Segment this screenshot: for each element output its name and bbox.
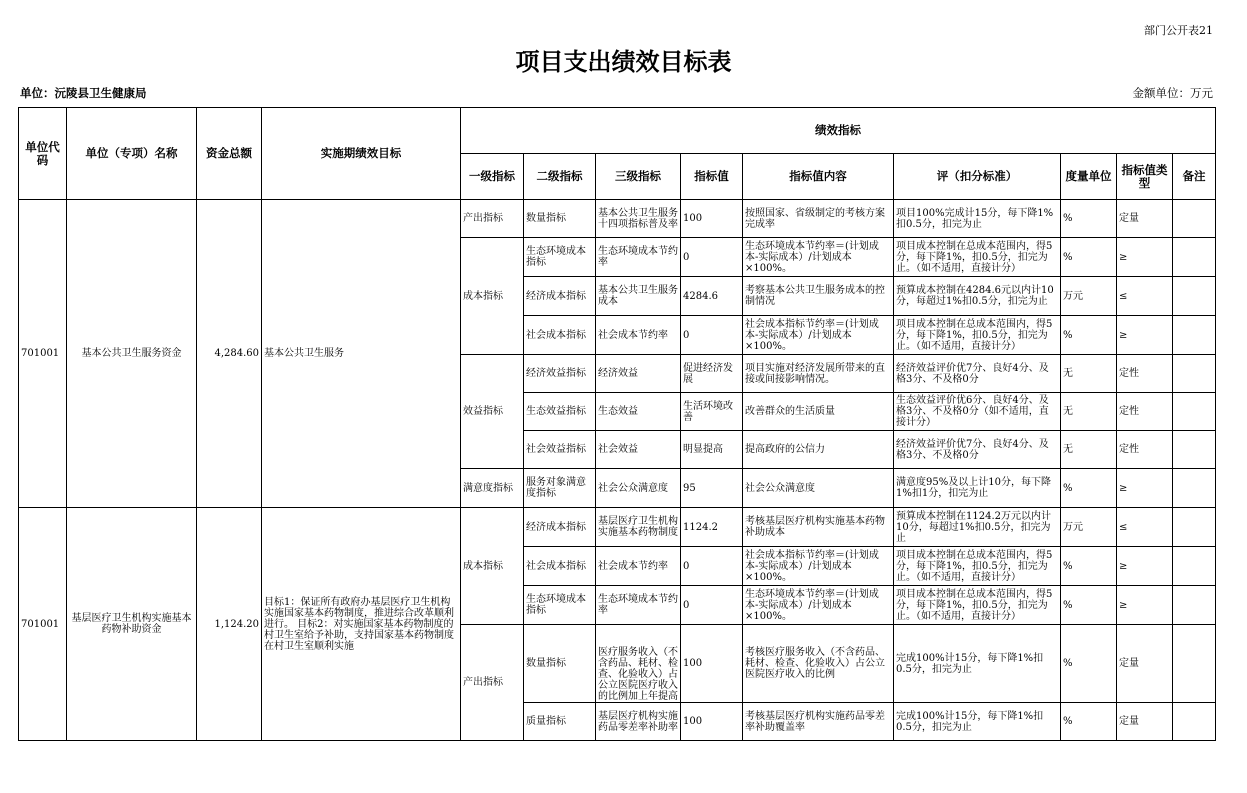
scoring-cell-text: 经济效益评价优7分、良好4分、及格3分、不及格0分	[896, 438, 1049, 461]
value-cell-text: 0	[683, 599, 690, 611]
unit-label: 单位：沅陵县卫生健康局	[20, 86, 147, 100]
scoring-cell-text: 预算成本控制在4284.6元以内计10分，每超过1%扣0.5分，扣完为止	[896, 285, 1054, 307]
measure-unit-cell	[1061, 355, 1117, 393]
content-cell-text: 提高政府的公信力	[745, 444, 825, 455]
value-type-cell	[1117, 316, 1173, 355]
level3-cell	[596, 625, 681, 703]
value-cell	[681, 200, 743, 238]
goal-cell-text: 目标1：保证所有政府办基层医疗卫生机构实施国家基本药物制度，推进综合改革顺利进行。 目标2：对实施国家基本药物制度的村卫生室给予补助，支持国家基本药物制度在村卫生室顺利实施	[264, 596, 454, 652]
value-cell	[681, 277, 743, 316]
value-type-cell	[1117, 508, 1173, 547]
level2-cell-text: 经济效益指标	[526, 368, 586, 379]
value-cell-text: 0	[683, 251, 690, 263]
value-type-cell-text: ≥	[1119, 251, 1128, 263]
level2-cell-text: 数量指标	[526, 213, 566, 224]
level3-cell-text: 生态效益	[598, 406, 638, 417]
value-type-cell	[1117, 393, 1173, 431]
level2-cell-text: 数量指标	[526, 658, 566, 669]
scoring-cell-text: 完成100%计15分，每下降1%扣0.5分，扣完为止	[896, 652, 1044, 675]
value-cell-text: 明显提高	[683, 444, 723, 455]
value-cell	[681, 625, 743, 703]
remark-cell	[1173, 393, 1216, 431]
measure-unit-cell	[1061, 393, 1117, 431]
measure-unit-cell	[1061, 238, 1117, 277]
total-funds-cell-text: 1,124.20	[214, 618, 259, 630]
measure-unit-cell-text: %	[1063, 329, 1073, 341]
remark-cell	[1173, 277, 1216, 316]
content-cell-text: 项目实施对经济发展所带来的直接或间接影响情况。	[745, 362, 885, 385]
level2-cell-text: 社会成本指标	[526, 329, 586, 341]
scoring-cell-text: 生态效益评价优6分、良好4分、及格3分、不及格0分（如不适用，直接计分）	[896, 395, 1049, 428]
measure-unit-cell	[1061, 469, 1117, 508]
content-cell	[743, 547, 894, 586]
value-type-cell-text: ≤	[1119, 290, 1128, 302]
level1-cell-text: 产出指标	[463, 677, 503, 688]
scoring-cell	[894, 277, 1061, 316]
level3-cell	[596, 547, 681, 586]
measure-unit-cell	[1061, 277, 1117, 316]
remark-cell	[1173, 586, 1216, 625]
table-row	[19, 200, 1216, 238]
level3-cell-text: 社会效益	[598, 444, 638, 455]
content-cell	[743, 393, 894, 431]
level2-cell-text: 经济成本指标	[526, 290, 586, 302]
value-type-cell-text: ≥	[1119, 482, 1128, 494]
value-cell-text: 促进经济发展	[683, 362, 733, 385]
value-cell	[681, 586, 743, 625]
scoring-cell	[894, 703, 1061, 741]
unit-name-cell-text: 基本公共卫生服务资金	[81, 348, 182, 359]
table-row	[19, 508, 1216, 547]
scoring-cell	[894, 355, 1061, 393]
level2-cell	[524, 703, 596, 741]
content-cell	[743, 277, 894, 316]
measure-unit-cell-text: 无	[1063, 406, 1073, 417]
level2-cell	[524, 625, 596, 703]
content-cell	[743, 316, 894, 355]
value-type-cell	[1117, 586, 1173, 625]
header-indicators: 绩效指标	[461, 108, 1216, 154]
value-cell-text: 100	[683, 658, 703, 669]
header-measure-unit: 度量单位	[1061, 154, 1117, 200]
level1-cell-text: 满意度指标	[463, 482, 513, 494]
level2-cell	[524, 508, 596, 547]
remark-cell	[1173, 469, 1216, 508]
value-cell-text: 0	[683, 560, 690, 572]
header-level2: 二级指标	[524, 154, 596, 200]
content-cell	[743, 469, 894, 508]
content-cell-text: 社会成本指标节约率＝(计划成本-实际成本）/计划成本×100%。	[745, 318, 879, 352]
level1-cell	[461, 200, 524, 238]
level1-cell-text: 效益指标	[463, 406, 503, 417]
value-type-cell	[1117, 277, 1173, 316]
scoring-cell	[894, 200, 1061, 238]
header-level3: 三级指标	[596, 154, 681, 200]
value-cell	[681, 393, 743, 431]
level2-cell	[524, 355, 596, 393]
value-cell	[681, 431, 743, 469]
value-type-cell-text: 定性	[1119, 406, 1139, 417]
level2-cell-text: 生态环境成本指标	[526, 594, 586, 616]
measure-unit-cell-text: 万元	[1063, 290, 1083, 302]
value-type-cell-text: ≥	[1119, 599, 1128, 611]
total-funds-cell	[197, 508, 262, 741]
measure-unit-cell-text: %	[1063, 560, 1073, 572]
measure-unit-cell	[1061, 508, 1117, 547]
remark-cell	[1173, 431, 1216, 469]
scoring-cell-text: 项目成本控制在总成本范围内，得5分，每下降1%，扣0.5分，扣完为止。（如不适用，直接计分）	[896, 588, 1053, 622]
content-cell-text: 考察基本公共卫生服务成本的控制情况	[745, 285, 885, 307]
value-cell	[681, 547, 743, 586]
scoring-cell-text: 项目成本控制在总成本范围内，得5分，每下降1%，扣0.5分，扣完为止。（如不适用，直接计分）	[896, 240, 1053, 274]
level1-cell-text: 成本指标	[463, 290, 503, 302]
level2-cell-text: 生态环境成本指标	[526, 246, 586, 268]
scoring-cell-text: 项目成本控制在总成本范围内，得5分，每下降1%，扣0.5分，扣完为止。（如不适用，直接计分）	[896, 318, 1053, 352]
value-type-cell	[1117, 431, 1173, 469]
level2-cell	[524, 316, 596, 355]
value-cell	[681, 355, 743, 393]
measure-unit-cell-text: %	[1063, 213, 1073, 224]
scoring-cell	[894, 625, 1061, 703]
content-cell-text: 考核基层医疗机构实施基本药物补助成本	[745, 516, 885, 538]
level2-cell	[524, 547, 596, 586]
measure-unit-cell	[1061, 431, 1117, 469]
measure-unit-cell-text: 无	[1063, 444, 1073, 455]
header-goal: 实施期绩效目标	[262, 108, 461, 200]
content-cell	[743, 238, 894, 277]
measure-unit-cell	[1061, 625, 1117, 703]
value-cell	[681, 703, 743, 741]
goal-cell	[262, 200, 461, 508]
level3-cell-text: 社会公众满意度	[598, 482, 668, 494]
header-level1: 一级指标	[461, 154, 524, 200]
remark-cell	[1173, 238, 1216, 277]
level2-cell	[524, 469, 596, 508]
level3-cell	[596, 277, 681, 316]
content-cell-text: 社会公众满意度	[745, 482, 815, 494]
content-cell-text: 按照国家、省级制定的考核方案完成率	[745, 207, 885, 230]
content-cell	[743, 355, 894, 393]
remark-cell	[1173, 316, 1216, 355]
header-total-funds: 资金总额	[197, 108, 262, 200]
measure-unit-cell-text: %	[1063, 599, 1073, 611]
content-cell	[743, 508, 894, 547]
remark-cell	[1173, 200, 1216, 238]
value-type-cell-text: 定性	[1119, 444, 1139, 455]
value-cell-text: 0	[683, 329, 690, 341]
level2-cell-text: 质量指标	[526, 716, 566, 727]
unit-code-cell	[19, 508, 67, 741]
content-cell-text: 考核医疗服务收入（不含药品、耗材、检查、化验收入）占公立医院医疗收入的比例	[745, 647, 885, 680]
value-type-cell-text: 定量	[1119, 213, 1139, 224]
total-funds-cell-text: 4,284.60	[214, 348, 259, 359]
value-type-cell-text: 定量	[1119, 658, 1139, 669]
unit-code-cell	[19, 200, 67, 508]
value-cell-text: 95	[683, 482, 696, 494]
level1-cell	[461, 625, 524, 741]
value-type-cell-text: ≥	[1119, 560, 1128, 572]
measure-unit-cell-text: %	[1063, 251, 1073, 263]
header-value-type: 指标值类型	[1117, 154, 1173, 200]
value-type-cell	[1117, 547, 1173, 586]
scoring-cell-text: 完成100%计15分，每下降1%扣0.5分，扣完为止	[896, 710, 1044, 733]
level3-cell-text: 社会成本节约率	[598, 329, 668, 341]
page-title: 项目支出绩效目标表	[515, 48, 732, 76]
scoring-cell-text: 项目成本控制在总成本范围内，得5分，每下降1%，扣0.5分，扣完为止。（如不适用，直接计分）	[896, 549, 1053, 583]
level3-cell	[596, 238, 681, 277]
level2-cell	[524, 238, 596, 277]
measure-unit-cell-text: %	[1063, 716, 1073, 727]
scoring-cell-text: 满意度95%及以上计10分，每下降1%扣1分，扣完为止	[896, 477, 1051, 499]
measure-unit-cell-text: %	[1063, 482, 1073, 494]
level3-cell	[596, 393, 681, 431]
value-cell-text: 4284.6	[683, 290, 718, 302]
remark-cell	[1173, 703, 1216, 741]
goal-cell	[262, 508, 461, 741]
value-type-cell-text: ≤	[1119, 521, 1128, 533]
value-type-cell	[1117, 238, 1173, 277]
level2-cell	[524, 431, 596, 469]
value-cell	[681, 238, 743, 277]
level1-cell	[461, 469, 524, 508]
unit-name-cell	[67, 508, 197, 741]
scoring-cell	[894, 393, 1061, 431]
level2-cell	[524, 586, 596, 625]
level3-cell	[596, 586, 681, 625]
measure-unit-cell-text: 无	[1063, 368, 1073, 379]
remark-cell	[1173, 547, 1216, 586]
remark-cell	[1173, 625, 1216, 703]
content-cell-text: 社会成本指标节约率＝(计划成本-实际成本）/计划成本×100%。	[745, 549, 879, 583]
level2-cell-text: 经济成本指标	[526, 521, 586, 533]
value-type-cell-text: 定性	[1119, 368, 1139, 379]
remark-cell	[1173, 508, 1216, 547]
level3-cell-text: 经济效益	[598, 368, 638, 379]
level1-cell	[461, 355, 524, 469]
header-unit-code: 单位代码	[19, 108, 67, 200]
remark-cell	[1173, 355, 1216, 393]
level3-cell	[596, 316, 681, 355]
header-unit-name: 单位（专项）名称	[67, 108, 197, 200]
scoring-cell-text: 预算成本控制在1124.2万元以内计10分，每超过1%扣0.5分，扣完为止	[896, 510, 1051, 544]
unit-code-cell-text: 701001	[21, 348, 60, 359]
level3-cell	[596, 703, 681, 741]
measure-unit-cell	[1061, 586, 1117, 625]
content-cell-text: 改善群众的生活质量	[745, 406, 835, 417]
content-cell-text: 生态环境成本节约率＝(计划成本-实际成本）/计划成本×100%。	[745, 588, 879, 622]
value-type-cell	[1117, 703, 1173, 741]
content-cell	[743, 625, 894, 703]
scoring-cell	[894, 238, 1061, 277]
level3-cell	[596, 431, 681, 469]
goal-cell-text: 基本公共卫生服务	[264, 348, 344, 359]
value-type-cell-text: 定量	[1119, 716, 1139, 727]
scoring-cell	[894, 431, 1061, 469]
measure-unit-cell	[1061, 703, 1117, 741]
content-cell	[743, 200, 894, 238]
level3-cell	[596, 200, 681, 238]
level1-cell-text: 产出指标	[463, 213, 503, 224]
value-cell-text: 生活环境改善	[683, 400, 733, 423]
level3-cell-text: 医疗服务收入（不含药品、耗材、检查、化验收入）占公立医院医疗收入的比例加上年提高	[598, 646, 678, 702]
measure-unit-cell	[1061, 547, 1117, 586]
value-cell	[681, 469, 743, 508]
header-content: 指标值内容	[743, 154, 894, 200]
level2-cell-text: 生态效益指标	[526, 406, 586, 417]
performance-table	[18, 107, 1216, 741]
level2-cell	[524, 393, 596, 431]
value-type-cell	[1117, 469, 1173, 508]
level2-cell-text: 社会效益指标	[526, 444, 586, 455]
level1-cell-text: 成本指标	[463, 560, 503, 572]
value-cell	[681, 508, 743, 547]
value-type-cell-text: ≥	[1119, 329, 1128, 341]
amount-unit: 金额单位：万元	[1132, 86, 1213, 100]
scoring-cell	[894, 469, 1061, 508]
content-cell-text: 生态环境成本节约率＝(计划成本-实际成本）/计划成本×100%。	[745, 240, 879, 274]
measure-unit-cell-text: 万元	[1063, 521, 1083, 533]
value-type-cell	[1117, 200, 1173, 238]
measure-unit-cell	[1061, 316, 1117, 355]
value-type-cell	[1117, 355, 1173, 393]
content-cell	[743, 703, 894, 741]
value-cell-text: 1124.2	[683, 521, 718, 533]
scoring-cell	[894, 508, 1061, 547]
scoring-cell-text: 项目100%完成计15分，每下降1%扣0.5分，扣完为止	[896, 207, 1054, 230]
value-cell-text: 100	[683, 213, 703, 224]
level2-cell	[524, 200, 596, 238]
level2-cell-text: 服务对象满意度指标	[526, 477, 586, 499]
content-cell	[743, 431, 894, 469]
value-cell	[681, 316, 743, 355]
value-cell-text: 100	[683, 716, 703, 727]
total-funds-cell	[197, 200, 262, 508]
doc-code: 部门公开表21	[1144, 24, 1213, 37]
level3-cell-text: 社会成本节约率	[598, 560, 668, 572]
unit-name-cell	[67, 200, 197, 508]
scoring-cell-text: 经济效益评价优7分、良好4分、及格3分、不及格0分	[896, 362, 1049, 385]
scoring-cell	[894, 316, 1061, 355]
level2-cell-text: 社会成本指标	[526, 560, 586, 572]
level1-cell	[461, 508, 524, 625]
header-value: 指标值	[681, 154, 743, 200]
level3-cell-text: 基本公共卫生服务成本	[598, 285, 678, 307]
scoring-cell	[894, 586, 1061, 625]
level3-cell-text: 基层医疗卫生机构实施基本药物制度	[598, 516, 678, 538]
level3-cell-text: 生态环境成本节约率	[598, 246, 678, 268]
level3-cell-text: 基层医疗机构实施药品零差率补助率	[598, 710, 678, 733]
level3-cell-text: 基本公共卫生服务十四项指标普及率	[598, 207, 678, 230]
header-remark: 备注	[1173, 154, 1216, 200]
value-type-cell	[1117, 625, 1173, 703]
level3-cell	[596, 355, 681, 393]
level1-cell	[461, 238, 524, 355]
level3-cell-text: 生态环境成本节约率	[598, 594, 678, 616]
measure-unit-cell	[1061, 200, 1117, 238]
content-cell-text: 考核基层医疗机构实施药品零差率补助覆盖率	[745, 710, 885, 733]
measure-unit-cell-text: %	[1063, 658, 1073, 669]
unit-name-cell-text: 基层医疗卫生机构实施基本药物补助资金	[71, 613, 192, 635]
level3-cell	[596, 508, 681, 547]
scoring-cell	[894, 547, 1061, 586]
level2-cell	[524, 277, 596, 316]
level3-cell	[596, 469, 681, 508]
unit-code-cell-text: 701001	[21, 618, 60, 630]
content-cell	[743, 586, 894, 625]
header-scoring: 评（扣分标准）	[894, 154, 1061, 200]
